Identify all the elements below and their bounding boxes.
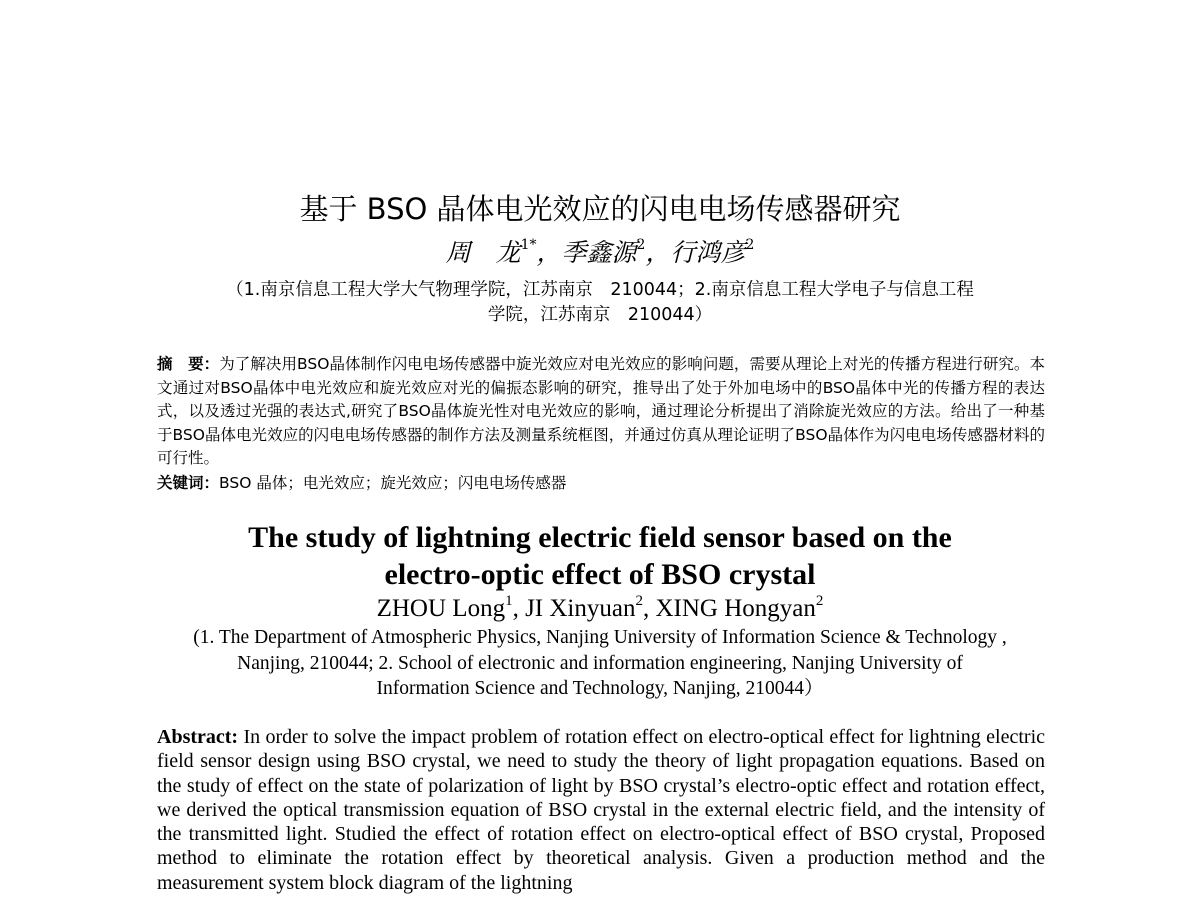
author-separator: ， <box>645 238 671 267</box>
abstract-label: Abstract: <box>157 726 239 748</box>
affiliation-line: Information Science and Technology, Nanjing, 210044） <box>376 678 824 699</box>
keywords-label: 关键词： <box>157 474 220 492</box>
author-affiliation-mark: 2 <box>635 593 643 609</box>
affiliation-line: (1. The Department of Atmospheric Physics, Nanjing University of Information Science & Technology , <box>193 627 1007 648</box>
author-name: JI Xinyuan <box>525 595 636 622</box>
affiliation-line: 学院，江苏南京 210044） <box>487 305 713 325</box>
author-name: 周 龙 <box>445 238 521 267</box>
chinese-keywords <box>157 472 1045 495</box>
chinese-abstract <box>157 353 1045 471</box>
author-name: 行鸿彦 <box>670 238 746 267</box>
affiliation-line: （1.南京信息工程大学大气物理学院，江苏南京 210044；2.南京信息工程大学电子与信息工程 <box>226 280 974 300</box>
chinese-authors <box>0 236 1200 270</box>
author-name: 季鑫源 <box>561 238 637 267</box>
author-separator: , <box>642 595 656 622</box>
title-line: The study of lightning electric field sensor based on the <box>248 521 952 554</box>
keywords-text: BSO 晶体；电光效应；旋光效应；闪电电场传感器 <box>219 474 567 492</box>
author-separator: ， <box>536 238 562 267</box>
author-affiliation-mark: 1 <box>505 593 513 609</box>
english-authors <box>0 592 1200 626</box>
author-affiliation-mark: 2 <box>636 237 646 253</box>
abstract-label: 摘 要： <box>157 355 220 373</box>
author-affiliation-mark: 2 <box>815 593 824 609</box>
author-name: XING Hongyan <box>655 595 816 622</box>
chinese-title: 基于 BSO 晶体电光效应的闪电电场传感器研究 <box>299 192 901 226</box>
abstract-text: In order to solve the impact problem of rotation effect on electro-optical effect for lightning electric field sensor design using BSO crystal, we need to study the theory of light propagation equations. Based on the study of effect on the state of polarization of light by BSO crystal’s electro-optic effect and rotation effect, we derived the optical transmission equation of BSO crystal in the external electric field, and the intensity of the transmitted light. Studied the effect of rotation effect on electro-optical effect of BSO crystal, Proposed method to eliminate the rotation effect by theoretical analysis. Given a production method and the measurement system block diagram of the lightning <box>157 726 1045 894</box>
author-separator: , <box>512 595 526 622</box>
author-name: ZHOU Long <box>376 595 506 622</box>
english-title <box>150 519 1050 593</box>
title-line: electro-optic effect of BSO crystal <box>384 558 816 591</box>
english-affiliation <box>150 625 1050 702</box>
author-affiliation-mark: 1* <box>520 237 537 253</box>
abstract-text: 为了解决用BSO晶体制作闪电电场传感器中旋光效应对电光效应的影响问题，需要从理论上对光的传播方程进行研究。本文通过对BSO晶体中电光效应和旋光效应对光的偏振态影响的研究，推导出了处于外加电场中的BSO晶体中光的传播方程的表达式，以及透过光强的表达式,研究了BSO晶体旋光性对电光效应的影响，通过理论分析提出了消除旋光效应的方法。给出了一种基于BSO晶体电光效应的闪电电场传感器的制作方法及测量系统框图，并通过仿真从理论证明了BSO晶体作为闪电电场传感器材料的可行性。 <box>157 355 1045 467</box>
affiliation-line: Nanjing, 210044; 2. School of electronic and information engineering, Nanjing University of <box>237 652 963 674</box>
author-affiliation-mark: 2 <box>745 237 755 253</box>
chinese-affiliation <box>155 278 1045 328</box>
english-abstract <box>157 725 1045 895</box>
